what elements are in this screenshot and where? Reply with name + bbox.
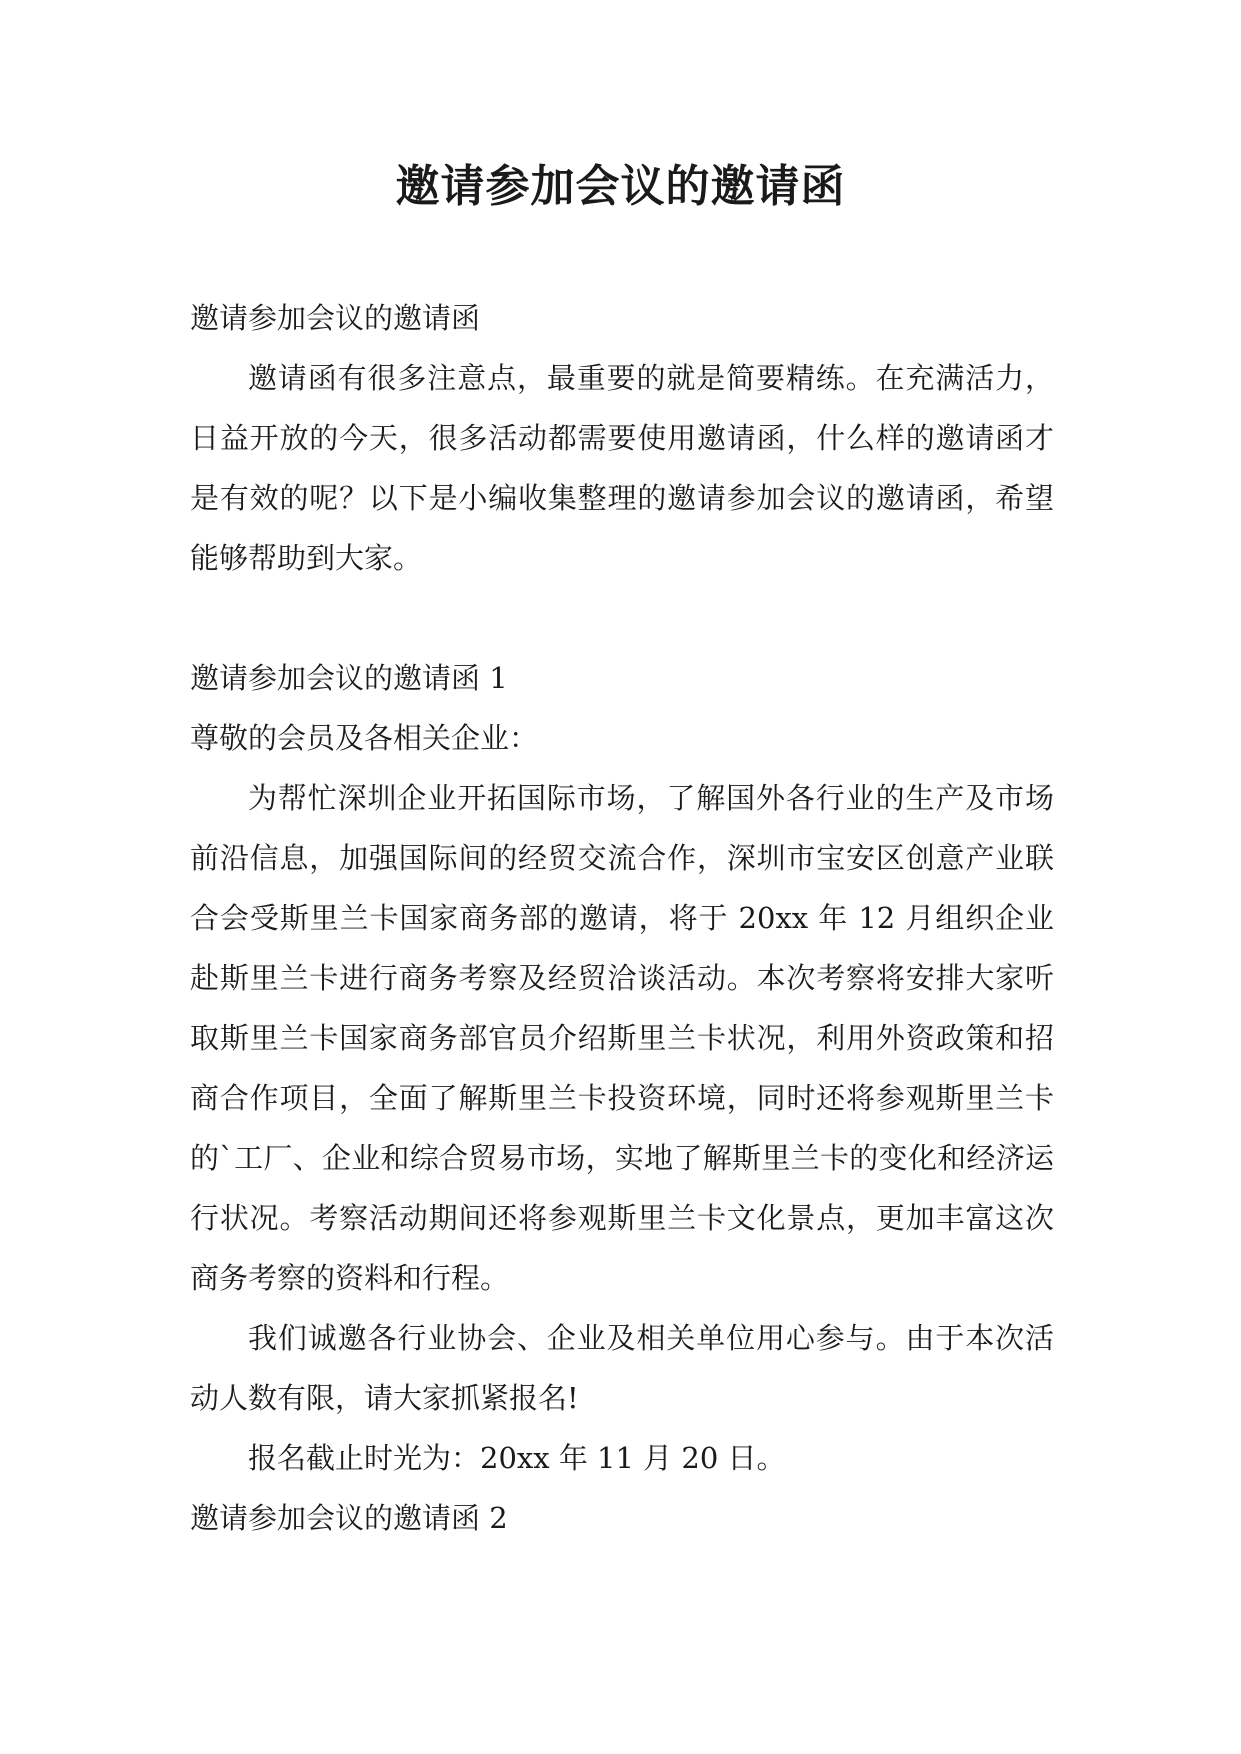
invitation-paragraph: 我们诚邀各行业协会、企业及相关单位用心参与。由于本次活动人数有限，请大家抓紧报名! bbox=[190, 1321, 1054, 1415]
document-title: 邀请参加会议的邀请函 bbox=[395, 161, 846, 212]
section-heading-intro: 邀请参加会议的邀请函 bbox=[190, 301, 481, 335]
salutation: 尊敬的会员及各相关企业： bbox=[190, 721, 539, 755]
intro-paragraph: 邀请函有很多注意点，最重要的就是简要精练。在充满活力，日益开放的今天，很多活动都需要使用邀请函，什么样的邀请函才是有效的呢？以下是小编收集整理的邀请参加会议的邀请函，希望能够帮助到大家。 bbox=[190, 361, 1054, 575]
body-paragraph: 为帮忙深圳企业开拓国际市场，了解国外各行业的生产及市场前沿信息，加强国际间的经贸交流合作，深圳市宝安区创意产业联合会受斯里兰卡国家商务部的邀请，将于 20xx 年 12 月组织企业赴斯里兰卡进行商务考察及经贸洽谈活动。本次考察将安排大家听取斯里兰卡国家商务部官员介绍斯里兰卡状况，利用外资政策和招商合作项目，全面了解斯里兰卡投资环境，同时还将参观斯里兰卡的`工厂、企业和综合贸易市场，实地了解斯里兰卡的变化和经济运行状况。考察活动期间还将参观斯里兰卡文化景点，更加丰富这次商务考察的资料和行程。 bbox=[190, 781, 1054, 1295]
section-heading-2: 邀请参加会议的邀请函 2 bbox=[190, 1501, 508, 1535]
document-body bbox=[190, 288, 1054, 1548]
section-heading-1: 邀请参加会议的邀请函 1 bbox=[190, 661, 508, 695]
deadline-paragraph: 报名截止时光为：20xx 年 11 月 20 日。 bbox=[248, 1441, 786, 1475]
